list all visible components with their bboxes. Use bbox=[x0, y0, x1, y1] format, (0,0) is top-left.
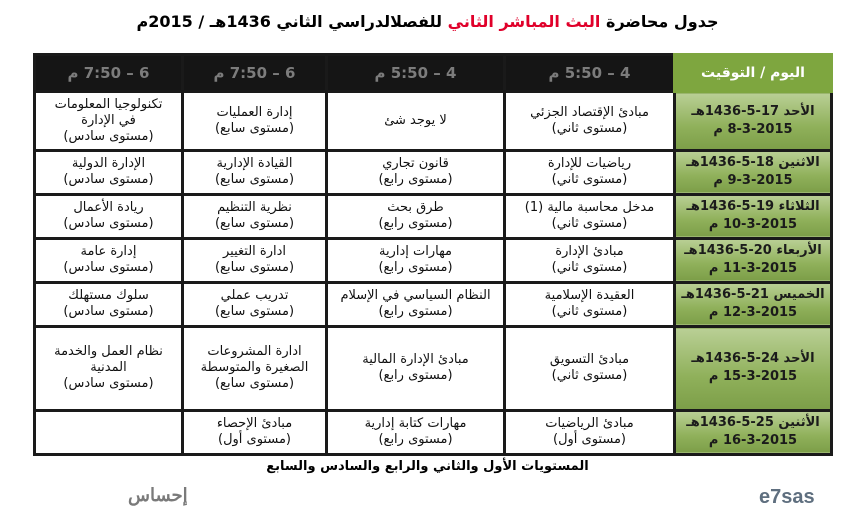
header-row bbox=[35, 55, 832, 92]
course-name: مبادئ الرياضيات bbox=[545, 416, 634, 432]
time-slot-header: 4 – 5:50 م bbox=[505, 55, 675, 92]
schedule-row bbox=[35, 238, 832, 282]
time-slot-header: 6 – 7:50 م bbox=[35, 55, 183, 92]
course-name: قانون تجاري bbox=[382, 156, 449, 172]
course-cell bbox=[35, 410, 183, 454]
gregorian-date: 9-3-2015 م bbox=[713, 173, 793, 189]
hijri-date: الأثنين 25-5-1436هـ bbox=[686, 415, 820, 431]
course-name: سلوك مستهلك bbox=[68, 288, 149, 304]
course-cell bbox=[505, 282, 675, 326]
day-cell bbox=[675, 194, 832, 238]
course-level: (مستوى سادس) bbox=[63, 304, 154, 320]
course-level: (مستوى سادس) bbox=[63, 216, 154, 232]
day-time-header: اليوم / التوقيت bbox=[675, 55, 832, 92]
course-cell bbox=[35, 327, 183, 411]
course-level: (مستوى أول) bbox=[218, 432, 291, 448]
course-name: القيادة الإدارية bbox=[216, 156, 293, 172]
course-name: مهارات كتابة إدارية bbox=[364, 416, 467, 432]
course-cell bbox=[35, 238, 183, 282]
course-cell bbox=[505, 150, 675, 194]
course-cell bbox=[183, 410, 327, 454]
course-name: مبادئ التسويق bbox=[549, 352, 630, 368]
hijri-date: الأربعاء 20-5-1436هـ bbox=[684, 243, 822, 259]
course-name: مدخل محاسبة مالية (1) bbox=[524, 200, 655, 216]
course-cell bbox=[35, 282, 183, 326]
hijri-date: الأحد 17-5-1436هـ bbox=[691, 103, 815, 119]
gregorian-date: 12-3-2015 م bbox=[708, 305, 798, 321]
course-name: مبادئ الإحصاء bbox=[216, 416, 293, 432]
course-cell bbox=[183, 194, 327, 238]
gregorian-date: 8-3-2015 م bbox=[713, 121, 793, 137]
course-name: تكنولوجيا المعلومات bbox=[54, 96, 163, 112]
course-level: (مستوى رابع) bbox=[378, 304, 453, 320]
day-cell bbox=[675, 282, 832, 326]
title-part-2: للفصلالدراسي الثاني 1436هـ / 2015م bbox=[136, 12, 448, 31]
day-cell bbox=[675, 327, 832, 411]
course-name: الصغيرة والمتوسطة bbox=[200, 360, 309, 376]
course-level: (مستوى ثاني) bbox=[551, 216, 628, 232]
course-level: (مستوى سادس) bbox=[63, 128, 154, 144]
course-name: إدارة عامة bbox=[80, 244, 137, 260]
course-level: (مستوى سابع) bbox=[214, 260, 295, 276]
course-name: مهارات إدارية bbox=[378, 244, 453, 260]
course-name: نظرية التنظيم bbox=[217, 200, 292, 216]
time-slot-header: 6 – 7:50 م bbox=[183, 55, 327, 92]
schedule-row bbox=[35, 194, 832, 238]
course-name: المدنية bbox=[90, 360, 127, 376]
course-level: (مستوى ثاني) bbox=[551, 368, 628, 384]
course-name: طرق بحث bbox=[387, 200, 444, 216]
course-cell bbox=[505, 410, 675, 454]
course-name: مبادئ الإدارة المالية bbox=[362, 352, 469, 368]
course-name: لا يوجد شئ bbox=[384, 112, 447, 128]
course-cell bbox=[327, 238, 505, 282]
course-cell bbox=[183, 92, 327, 151]
course-name: النظام السياسي في الإسلام bbox=[340, 288, 491, 304]
course-name: إدارة العمليات bbox=[216, 104, 293, 120]
schedule-row bbox=[35, 282, 832, 326]
course-cell bbox=[505, 92, 675, 151]
day-cell bbox=[675, 410, 832, 454]
course-cell bbox=[327, 410, 505, 454]
gregorian-date: 10-3-2015 م bbox=[708, 217, 798, 233]
course-level: (مستوى ثاني) bbox=[551, 120, 628, 136]
time-slot-header: 4 – 5:50 م bbox=[327, 55, 505, 92]
hijri-date: الاثنين 18-5-1436هـ bbox=[686, 155, 820, 171]
course-cell bbox=[327, 150, 505, 194]
course-cell bbox=[327, 327, 505, 411]
course-name: ادارة المشروعات bbox=[207, 344, 302, 360]
day-cell bbox=[675, 92, 832, 151]
course-cell bbox=[505, 194, 675, 238]
course-level: (مستوى سابع) bbox=[214, 172, 295, 188]
course-cell bbox=[327, 92, 505, 151]
course-level: (مستوى رابع) bbox=[378, 172, 453, 188]
course-name: العقيدة الإسلامية bbox=[544, 288, 635, 304]
course-level: (مستوى سادس) bbox=[63, 172, 154, 188]
course-name: رياضيات للإدارة bbox=[547, 156, 632, 172]
course-level: (مستوى رابع) bbox=[378, 216, 453, 232]
hijri-date: الثلاثاء 19-5-1436هـ bbox=[686, 199, 820, 215]
course-name: مبادئ الإقتصاد الجزئي bbox=[530, 104, 649, 120]
course-cell bbox=[35, 194, 183, 238]
schedule-row bbox=[35, 150, 832, 194]
levels-footer: المستويات الأول والثاني والرابع والسادس والسابع bbox=[266, 459, 589, 474]
schedule-row bbox=[35, 410, 832, 454]
course-cell bbox=[327, 194, 505, 238]
signature-left: إحساس bbox=[128, 485, 188, 506]
course-level: (مستوى ثاني) bbox=[551, 260, 628, 276]
signature-right: e7sas bbox=[759, 486, 815, 508]
course-name: الإدارة الدولية bbox=[71, 156, 146, 172]
course-level: (مستوى سابع) bbox=[214, 376, 295, 392]
course-level: (مستوى سابع) bbox=[214, 304, 295, 320]
course-cell bbox=[327, 282, 505, 326]
page-title bbox=[0, 12, 855, 31]
course-name: مبادئ الإدارة bbox=[555, 244, 624, 260]
course-cell bbox=[183, 238, 327, 282]
course-name: ريادة الأعمال bbox=[73, 200, 144, 216]
course-level: (مستوى رابع) bbox=[378, 260, 453, 276]
course-level: (مستوى سادس) bbox=[63, 260, 154, 276]
gregorian-date: 11-3-2015 م bbox=[708, 261, 798, 277]
course-level: (مستوى سادس) bbox=[63, 376, 154, 392]
course-level: (مستوى ثاني) bbox=[551, 304, 628, 320]
gregorian-date: 16-3-2015 م bbox=[708, 433, 798, 449]
course-level: (مستوى أول) bbox=[553, 432, 626, 448]
course-level: (مستوى سابع) bbox=[214, 120, 295, 136]
course-name: ادارة التغيير bbox=[222, 244, 287, 260]
day-cell bbox=[675, 150, 832, 194]
title-highlight: البث المباشر الثاني bbox=[447, 12, 601, 31]
course-level: (مستوى ثاني) bbox=[551, 172, 628, 188]
schedule-table bbox=[33, 53, 833, 456]
course-cell bbox=[183, 327, 327, 411]
course-level: (مستوى رابع) bbox=[378, 368, 453, 384]
course-cell bbox=[35, 150, 183, 194]
course-cell bbox=[183, 282, 327, 326]
schedule-row bbox=[35, 327, 832, 411]
course-cell bbox=[505, 238, 675, 282]
hijri-date: الأحد 24-5-1436هـ bbox=[691, 351, 815, 367]
course-cell bbox=[505, 327, 675, 411]
course-name: تدريب عملي bbox=[220, 288, 289, 304]
course-name: في الإدارة bbox=[81, 112, 136, 128]
day-cell bbox=[675, 238, 832, 282]
hijri-date: الخميس 21-5-1436هـ bbox=[681, 287, 825, 303]
course-level: (مستوى سابع) bbox=[214, 216, 295, 232]
course-cell bbox=[183, 150, 327, 194]
course-cell bbox=[35, 92, 183, 151]
gregorian-date: 15-3-2015 م bbox=[708, 369, 798, 385]
schedule-row bbox=[35, 92, 832, 151]
course-level: (مستوى رابع) bbox=[378, 432, 453, 448]
course-name: نظام العمل والخدمة bbox=[54, 344, 163, 360]
title-part-1: جدول محاضرة bbox=[600, 12, 719, 31]
